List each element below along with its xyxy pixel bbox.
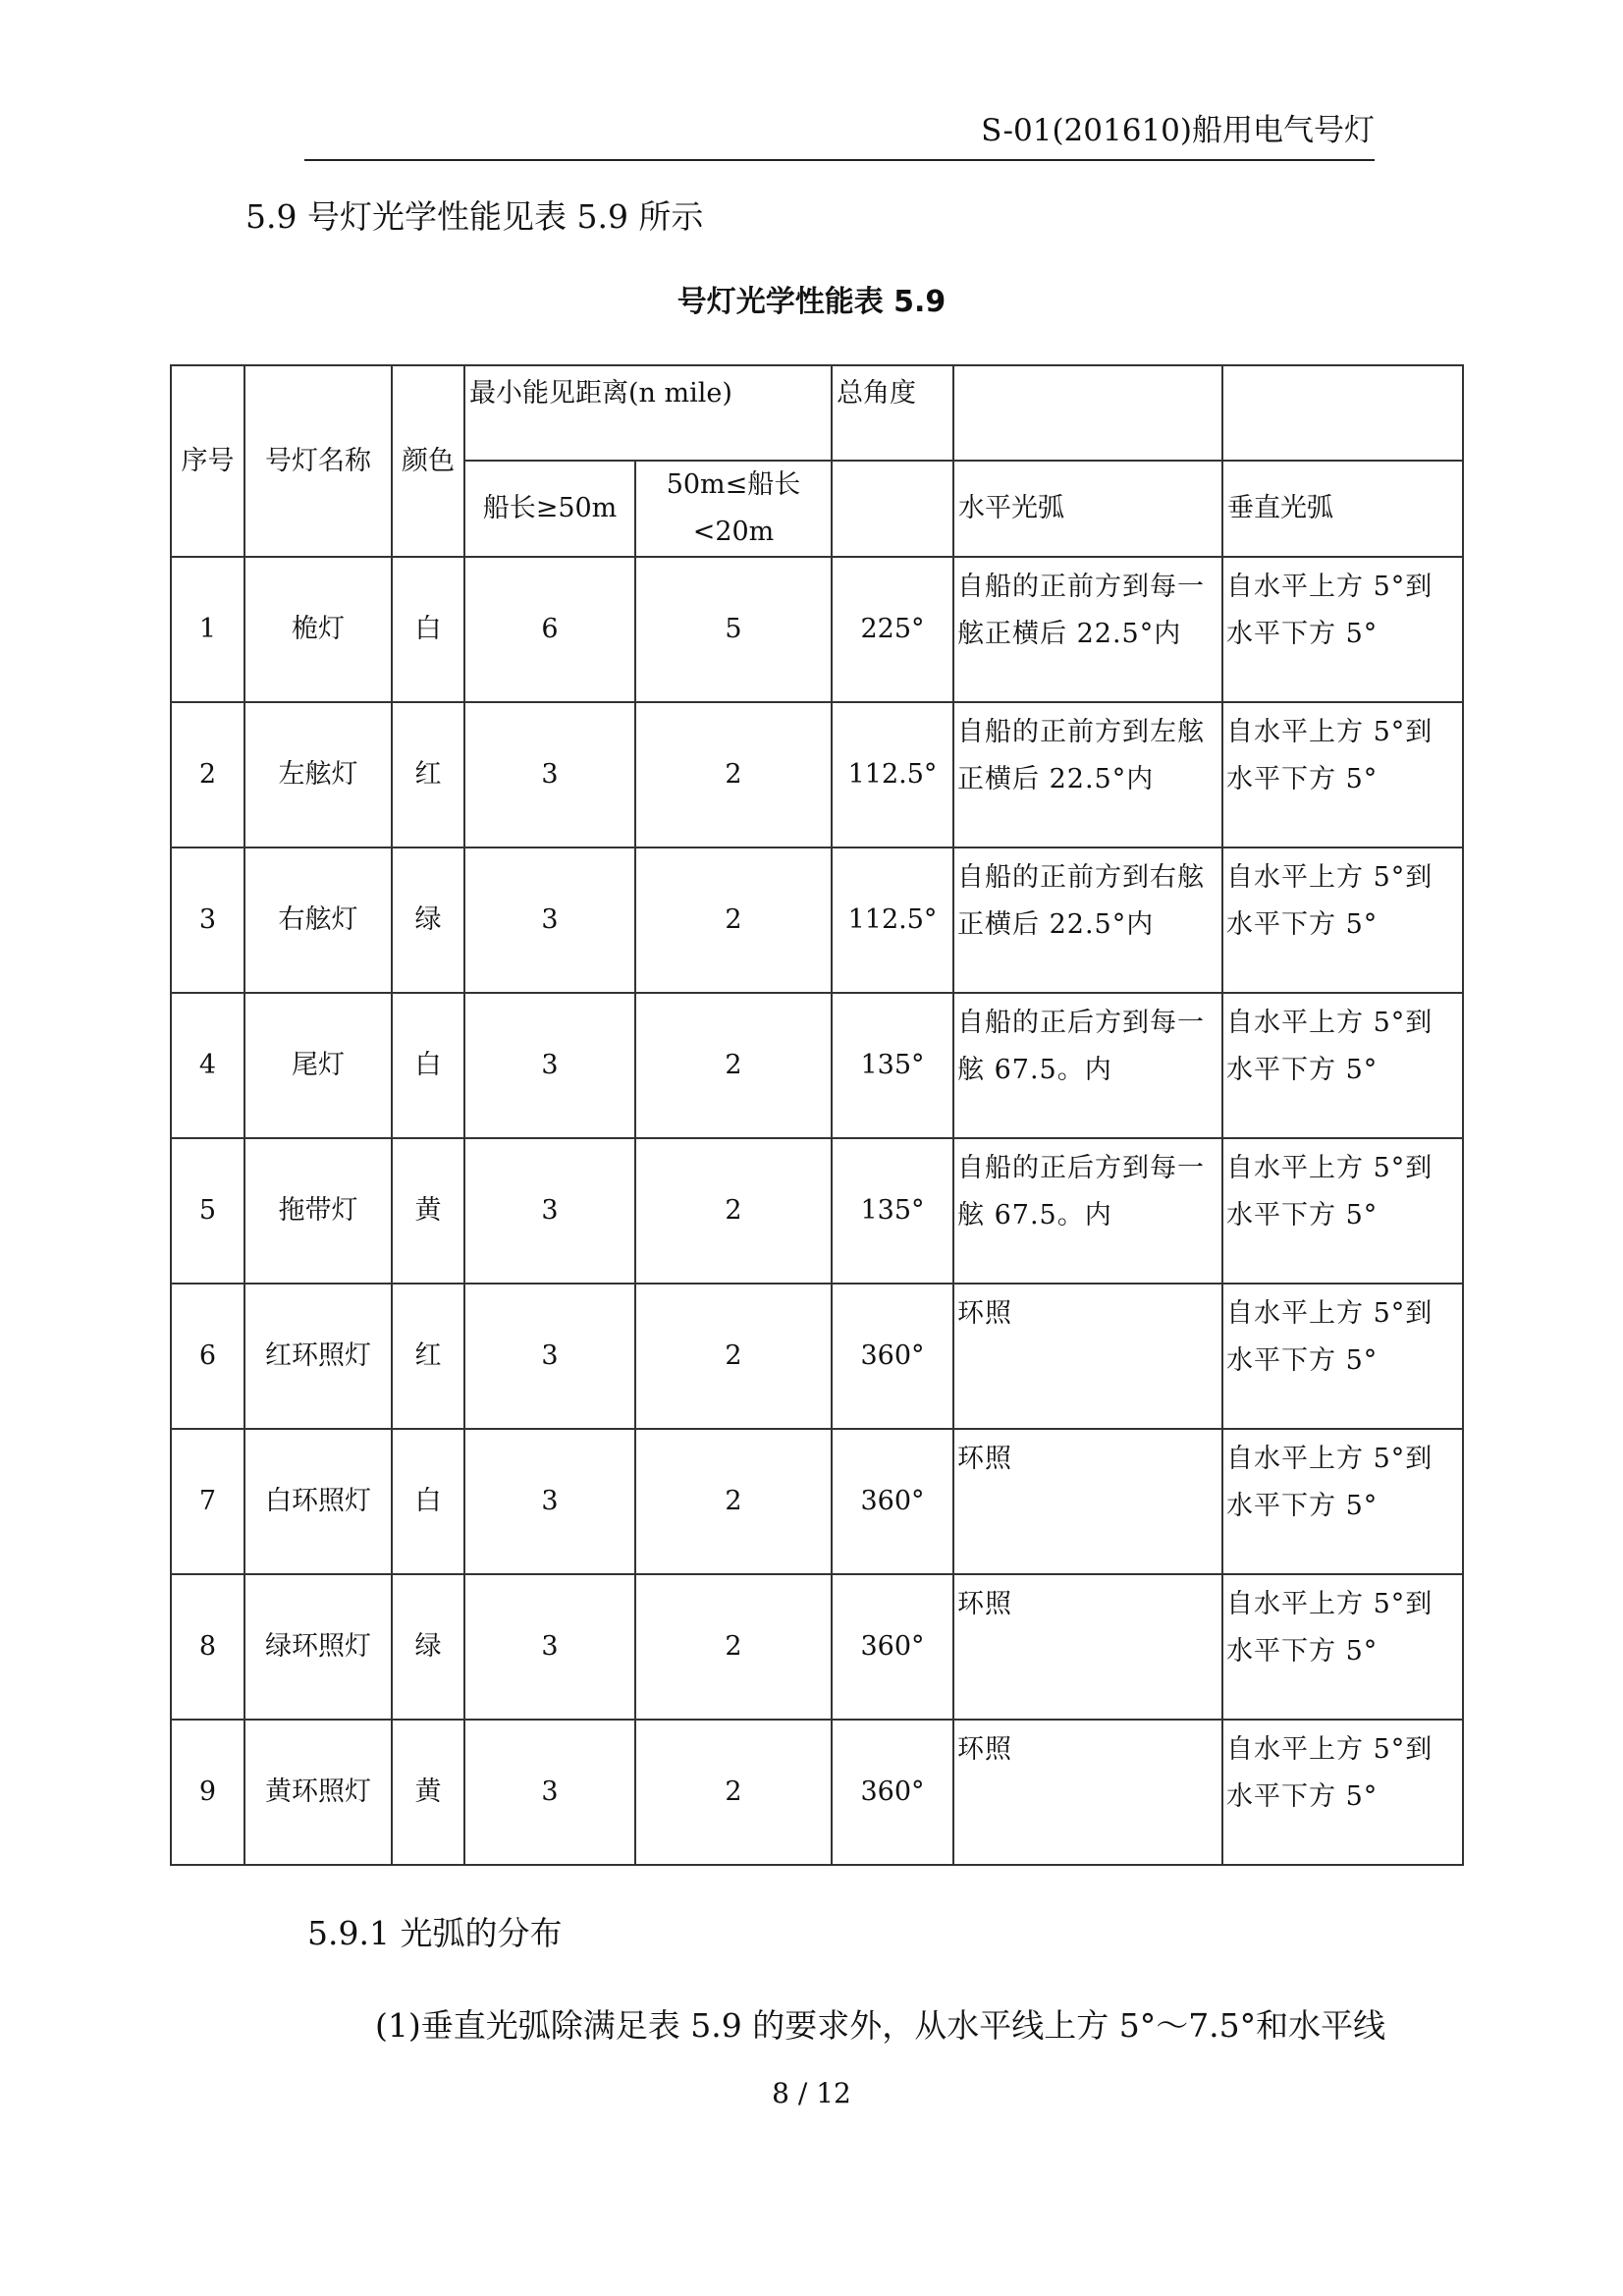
cell-color: 绿	[392, 847, 464, 993]
cell-distance-20-50: 2	[635, 1574, 832, 1720]
cell-horizontal-arc	[953, 1284, 1222, 1429]
horizontal-arc-line: 舷正横后 22.5°内	[957, 619, 1182, 649]
cell-distance-ge-50: 3	[464, 993, 635, 1138]
cell-horizontal-arc	[953, 1138, 1222, 1284]
cell-vertical-arc	[1222, 1284, 1463, 1429]
cell-total-angle: 135°	[832, 1138, 953, 1284]
cell-no: 7	[171, 1429, 244, 1574]
horizontal-arc-line: 自船的正后方到每一	[957, 1153, 1206, 1183]
cell-distance-ge-50: 3	[464, 1138, 635, 1284]
vertical-arc-line: 水平下方 5°	[1226, 909, 1379, 940]
table-row	[171, 1574, 1463, 1720]
horizontal-arc-line: 自船的正前方到每一	[957, 572, 1206, 602]
vertical-arc-line: 自水平上方 5°到	[1226, 1153, 1434, 1183]
header-total-angle: 总角度	[832, 365, 953, 461]
horizontal-arc-line: 正横后 22.5°内	[957, 909, 1155, 940]
cell-name: 桅灯	[244, 557, 392, 702]
vertical-arc-line: 自水平上方 5°到	[1226, 862, 1434, 893]
header-rule	[304, 159, 1375, 161]
cell-total-angle: 112.5°	[832, 847, 953, 993]
cell-horizontal-arc	[953, 557, 1222, 702]
cell-no: 3	[171, 847, 244, 993]
vertical-arc-line: 水平下方 5°	[1226, 619, 1379, 649]
vertical-arc-line: 水平下方 5°	[1226, 1636, 1379, 1667]
cell-distance-ge-50: 3	[464, 702, 635, 847]
header-blank-v	[1222, 365, 1463, 461]
cell-name: 尾灯	[244, 993, 392, 1138]
vertical-arc-line: 自水平上方 5°到	[1226, 1444, 1434, 1474]
horizontal-arc-line: 环照	[957, 1734, 1013, 1765]
vertical-arc-line: 自水平上方 5°到	[1226, 572, 1434, 602]
cell-horizontal-arc	[953, 847, 1222, 993]
vertical-arc-line: 水平下方 5°	[1226, 1345, 1379, 1376]
header-min-distance: 最小能见距离(n mile)	[464, 365, 832, 461]
horizontal-arc-line: 环照	[957, 1589, 1013, 1619]
cell-total-angle: 135°	[832, 993, 953, 1138]
vertical-arc-line: 水平下方 5°	[1226, 1200, 1379, 1230]
table-row	[171, 557, 1463, 702]
vertical-arc-line: 水平下方 5°	[1226, 764, 1379, 794]
cell-vertical-arc	[1222, 702, 1463, 847]
cell-color: 白	[392, 1429, 464, 1574]
cell-no: 5	[171, 1138, 244, 1284]
subsection-title: 5.9.1 光弧的分布	[307, 1914, 563, 1952]
cell-vertical-arc	[1222, 993, 1463, 1138]
optical-performance-table	[170, 364, 1464, 1866]
horizontal-arc-line: 舷 67.5。内	[957, 1200, 1112, 1230]
cell-total-angle: 225°	[832, 557, 953, 702]
cell-distance-20-50: 5	[635, 557, 832, 702]
cell-color: 红	[392, 702, 464, 847]
header-h-arc: 水平光弧	[953, 461, 1222, 557]
vertical-arc-line: 水平下方 5°	[1226, 1781, 1379, 1812]
cell-distance-ge-50: 6	[464, 557, 635, 702]
cell-distance-ge-50: 3	[464, 1284, 635, 1429]
header-len-20-50: 50m≤船长<20m	[635, 461, 832, 557]
cell-vertical-arc	[1222, 1720, 1463, 1865]
cell-total-angle: 360°	[832, 1720, 953, 1865]
cell-name: 右舷灯	[244, 847, 392, 993]
vertical-arc-line: 自水平上方 5°到	[1226, 717, 1434, 747]
cell-color: 黄	[392, 1138, 464, 1284]
cell-color: 红	[392, 1284, 464, 1429]
table-row	[171, 1720, 1463, 1865]
cell-color: 绿	[392, 1574, 464, 1720]
cell-distance-20-50: 2	[635, 1720, 832, 1865]
cell-distance-20-50: 2	[635, 1284, 832, 1429]
horizontal-arc-line: 环照	[957, 1298, 1013, 1329]
table-row	[171, 1429, 1463, 1574]
cell-distance-ge-50: 3	[464, 1720, 635, 1865]
cell-distance-20-50: 2	[635, 1429, 832, 1574]
vertical-arc-line: 自水平上方 5°到	[1226, 1589, 1434, 1619]
horizontal-arc-line: 自船的正后方到每一	[957, 1008, 1206, 1038]
vertical-arc-line: 自水平上方 5°到	[1226, 1298, 1434, 1329]
vertical-arc-line: 水平下方 5°	[1226, 1491, 1379, 1521]
cell-distance-ge-50: 3	[464, 847, 635, 993]
cell-vertical-arc	[1222, 1574, 1463, 1720]
cell-horizontal-arc	[953, 1429, 1222, 1574]
cell-horizontal-arc	[953, 702, 1222, 847]
cell-name: 拖带灯	[244, 1138, 392, 1284]
horizontal-arc-line: 自船的正前方到右舷	[957, 862, 1206, 893]
cell-distance-20-50: 2	[635, 993, 832, 1138]
cell-no: 8	[171, 1574, 244, 1720]
cell-vertical-arc	[1222, 1138, 1463, 1284]
cell-total-angle: 360°	[832, 1574, 953, 1720]
cell-name: 左舷灯	[244, 702, 392, 847]
cell-name: 黄环照灯	[244, 1720, 392, 1865]
cell-distance-ge-50: 3	[464, 1429, 635, 1574]
cell-horizontal-arc	[953, 1720, 1222, 1865]
cell-color: 白	[392, 557, 464, 702]
cell-name: 白环照灯	[244, 1429, 392, 1574]
header-color: 颜色	[392, 365, 464, 557]
header-blank-h	[953, 365, 1222, 461]
page-header: S-01(201610)船用电气号灯	[981, 113, 1375, 148]
cell-total-angle: 112.5°	[832, 702, 953, 847]
header-blank-angle	[832, 461, 953, 557]
cell-no: 2	[171, 702, 244, 847]
cell-distance-20-50: 2	[635, 1138, 832, 1284]
table-row	[171, 847, 1463, 993]
cell-total-angle: 360°	[832, 1284, 953, 1429]
header-len-ge-50: 船长≥50m	[464, 461, 635, 557]
header-no: 序号	[171, 365, 244, 557]
header-name: 号灯名称	[244, 365, 392, 557]
horizontal-arc-line: 自船的正前方到左舷	[957, 717, 1206, 747]
cell-name: 绿环照灯	[244, 1574, 392, 1720]
vertical-arc-line: 自水平上方 5°到	[1226, 1734, 1434, 1765]
header-v-arc: 垂直光弧	[1222, 461, 1463, 557]
cell-color: 白	[392, 993, 464, 1138]
horizontal-arc-line: 正横后 22.5°内	[957, 764, 1155, 794]
table-row	[171, 1284, 1463, 1429]
cell-distance-ge-50: 3	[464, 1574, 635, 1720]
cell-no: 4	[171, 993, 244, 1138]
horizontal-arc-line: 舷 67.5。内	[957, 1055, 1112, 1085]
table-caption: 号灯光学性能表 5.9	[676, 285, 947, 319]
cell-no: 6	[171, 1284, 244, 1429]
body-paragraph: (1)垂直光弧除满足表 5.9 的要求外，从水平线上方 5°～7.5°和水平线	[375, 2006, 1386, 2045]
horizontal-arc-line: 环照	[957, 1444, 1013, 1474]
vertical-arc-line: 水平下方 5°	[1226, 1055, 1379, 1085]
cell-no: 9	[171, 1720, 244, 1865]
cell-vertical-arc	[1222, 557, 1463, 702]
cell-no: 1	[171, 557, 244, 702]
cell-total-angle: 360°	[832, 1429, 953, 1574]
table-row	[171, 702, 1463, 847]
page-number: 8 / 12	[772, 2077, 851, 2109]
section-title: 5.9 号灯光学性能见表 5.9 所示	[245, 197, 704, 236]
cell-horizontal-arc	[953, 993, 1222, 1138]
cell-horizontal-arc	[953, 1574, 1222, 1720]
cell-vertical-arc	[1222, 1429, 1463, 1574]
table-row	[171, 1138, 1463, 1284]
cell-distance-20-50: 2	[635, 847, 832, 993]
table-row	[171, 993, 1463, 1138]
header-row-top	[171, 365, 1463, 461]
cell-color: 黄	[392, 1720, 464, 1865]
vertical-arc-line: 自水平上方 5°到	[1226, 1008, 1434, 1038]
cell-vertical-arc	[1222, 847, 1463, 993]
cell-name: 红环照灯	[244, 1284, 392, 1429]
cell-distance-20-50: 2	[635, 702, 832, 847]
